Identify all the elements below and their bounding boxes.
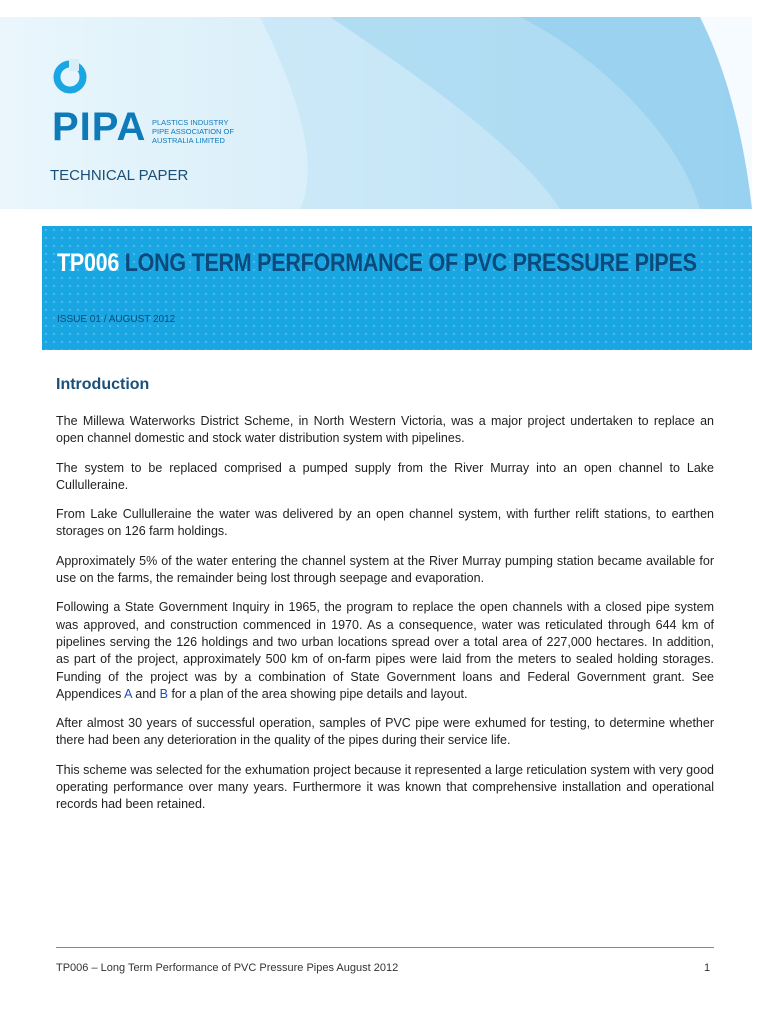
logo-subtitle: PLASTICS INDUSTRY PIPE ASSOCIATION OF AUSTRALIA LIMITED (152, 118, 234, 145)
paragraph-5-text: Following a State Government Inquiry in 1965, the program to replace the open channels with a closed pipe system was approved, and construction commenced in 1970. As a consequence, water was reticulated through 644 km of pipelines serving the 126 holdings and two urban locations spread over a total area of 227,000 hectares. In addition, as part of the project, approximately 500 km of on-farm pipes were laid from the meters to sealed holding storages. Funding of the project was by a combination of State Government loans and Federal Government grant. See Appendices (56, 600, 714, 701)
paragraph-5 (56, 599, 714, 703)
paragraph-1: The Millewa Waterworks District Scheme, in North Western Victoria, was a major project undertaken to replace an open channel domestic and stock water distribution system with pipelines. (56, 414, 714, 446)
paragraph-7: This scheme was selected for the exhumation project because it represented a large reticulation system with very good operating performance over many years. Furthermore it was known that comprehensive installation and operational records had been retained. (56, 762, 714, 812)
footer-title: TP006 – Long Term Performance of PVC Pressure Pipes August 2012 (56, 962, 399, 974)
document-title-text: LONG TERM PERFORMANCE OF PVC PRESSURE PIPES (124, 249, 697, 277)
title-banner (42, 226, 752, 350)
appendix-b-link[interactable]: B (159, 686, 168, 701)
document-title (57, 246, 711, 280)
issue-date: ISSUE 01 / AUGUST 2012 (57, 314, 176, 325)
footer-divider (56, 947, 714, 948)
pipa-logo-icon (52, 59, 88, 95)
paragraph-4: Approximately 5% of the water entering the channel system at the River Murray pumping station became available for use on the farms, the remainder being lost through seepage and evaporation. (56, 553, 714, 586)
appendix-a-link[interactable]: A (124, 686, 132, 701)
main-content (56, 376, 714, 826)
document-type: TECHNICAL PAPER (50, 167, 189, 184)
section-heading: Introduction (56, 376, 150, 393)
paragraph-3: From Lake Cullulleraine the water was delivered by an open channel system, with further relift stations, to earthen storages on 126 farm holdings. (56, 507, 714, 539)
logo-wordmark: PIPA (52, 105, 147, 149)
paragraph-6: After almost 30 years of successful operation, samples of PVC pipe were exhumed for testing, to determine whether there had been any deterioration in the quality of the pipes during their service life. (56, 716, 714, 748)
paragraph-2: The system to be replaced comprised a pumped supply from the River Murray into an open channel to Lake Cullulleraine. (56, 460, 714, 492)
page-number: 1 (704, 962, 711, 974)
paragraph-5-tail: for a plan of the area showing pipe details and layout. (171, 686, 468, 701)
paragraph-5-and: and (135, 686, 157, 701)
document-code: TP006 (57, 249, 120, 277)
header-band (0, 17, 752, 209)
